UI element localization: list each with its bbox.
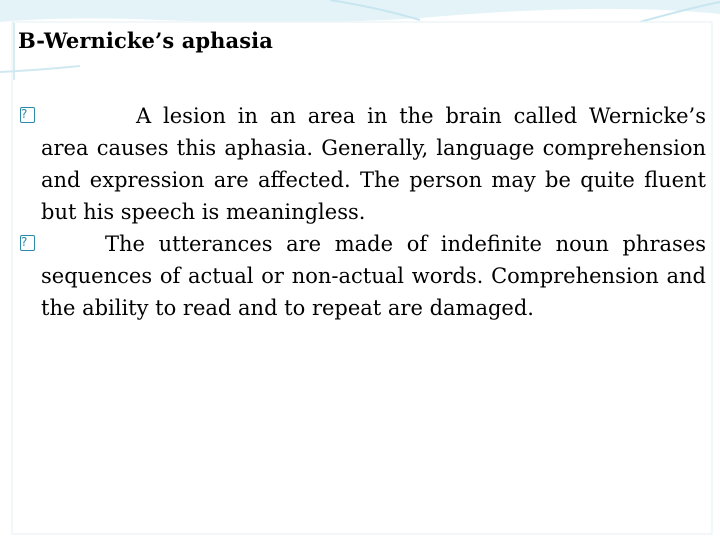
bullet-paragraph [20, 228, 706, 324]
slide-title: B-Wernicke’s aphasia [18, 28, 273, 53]
slide-body [20, 100, 706, 324]
top-wave-band [0, 0, 720, 23]
missing-glyph-bullet-icon: ? [20, 235, 35, 251]
missing-glyph-bullet-icon: ? [20, 107, 35, 123]
bullet-paragraph [20, 100, 706, 228]
paragraph-text: A lesion in an area in the brain called Wernicke’s area causes this aphasia. Generally, language comprehension and expression are affected. The person may be quite fluent but his speech is meaningless. [41, 104, 706, 224]
paragraph-text: The utterances are made of indefinite noun phrases sequences of actual or non-actual words. Comprehension and the ability to read and to repeat are damaged. [41, 232, 706, 320]
